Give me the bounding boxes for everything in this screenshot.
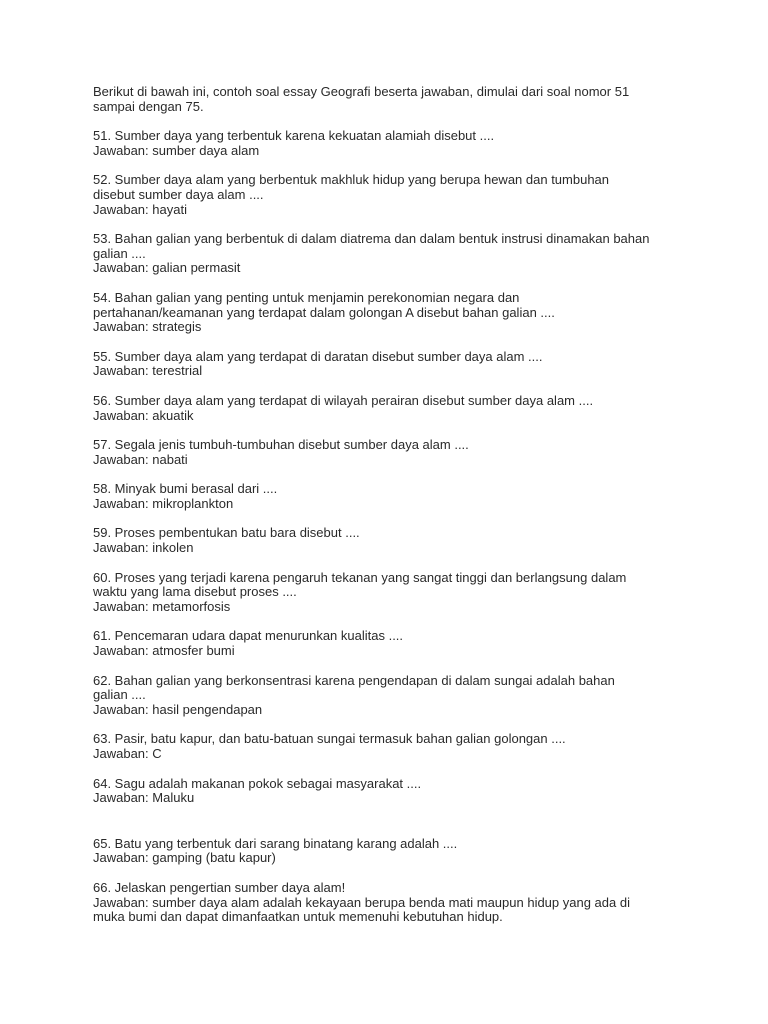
qa-item xyxy=(93,571,693,615)
qa-item xyxy=(93,674,693,718)
question-line: 62. Bahan galian yang berkonsentrasi karena pengendapan di dalam sungai adalah bahan xyxy=(93,672,615,688)
question-line: 63. Pasir, batu kapur, dan batu-batuan sungai termasuk bahan galian golongan .... xyxy=(93,731,566,747)
qa-item xyxy=(93,777,693,806)
qa-item xyxy=(93,526,693,555)
question-line: 54. Bahan galian yang penting untuk menjamin perekonomian negara dan xyxy=(93,289,520,305)
question-line: 51. Sumber daya yang terbentuk karena kekuatan alamiah disebut .... xyxy=(93,128,495,144)
qa-item xyxy=(93,629,693,658)
qa-item xyxy=(93,732,693,761)
answer-line: Jawaban: atmosfer bumi xyxy=(93,643,235,659)
answer-line: Jawaban: galian permasit xyxy=(93,260,241,276)
answer-line: Jawaban: C xyxy=(93,746,162,761)
qa-item xyxy=(93,129,693,158)
document-page xyxy=(93,85,693,940)
question-line: galian .... xyxy=(93,245,146,261)
question-line: 55. Sumber daya alam yang terdapat di daratan disebut sumber daya alam .... xyxy=(93,348,543,364)
intro-paragraph xyxy=(93,85,693,114)
qa-item xyxy=(93,438,693,467)
question-line: 61. Pencemaran udara dapat menurunkan kualitas .... xyxy=(93,628,404,644)
question-line: 59. Proses pembentukan batu bara disebut .... xyxy=(93,525,360,541)
answer-line: Jawaban: nabati xyxy=(93,451,188,467)
qa-item xyxy=(93,232,693,276)
question-line: pertahanan/keamanan yang terdapat dalam golongan A disebut bahan galian .... xyxy=(93,304,555,320)
question-line: 53. Bahan galian yang berbentuk di dalam diatrema dan dalam bentuk instrusi dinamakan bahan xyxy=(93,231,650,247)
qa-item xyxy=(93,837,693,866)
answer-line: Jawaban: gamping (batu kapur) xyxy=(93,850,276,866)
question-line: 66. Jelaskan pengertian sumber daya alam! xyxy=(93,879,346,895)
answer-line: Jawaban: hayati xyxy=(93,201,187,217)
qa-list xyxy=(93,129,693,925)
qa-item xyxy=(93,291,693,335)
answer-line: Jawaban: sumber daya alam xyxy=(93,142,260,158)
question-line: waktu yang lama disebut proses .... xyxy=(93,584,297,600)
intro-line: Berikut di bawah ini, contoh soal essay Geografi beserta jawaban, dimulai dari soal nomor 51 xyxy=(93,84,630,99)
answer-line: muka bumi dan dapat dimanfaatkan untuk memenuhi kebutuhan hidup. xyxy=(93,909,503,925)
answer-line: Jawaban: sumber daya alam adalah kekayaan berupa benda mati maupun hidup yang ada di xyxy=(93,894,630,910)
answer-line: Jawaban: terestrial xyxy=(93,363,203,379)
question-line: 64. Sagu adalah makanan pokok sebagai masyarakat .... xyxy=(93,775,422,791)
question-line: 56. Sumber daya alam yang terdapat di wilayah perairan disebut sumber daya alam .... xyxy=(93,392,594,408)
qa-item xyxy=(93,482,693,511)
question-line: 65. Batu yang terbentuk dari sarang binatang karang adalah .... xyxy=(93,835,458,851)
qa-item xyxy=(93,394,693,423)
answer-line: Jawaban: Maluku xyxy=(93,790,195,806)
question-line: 58. Minyak bumi berasal dari .... xyxy=(93,481,278,497)
answer-line: Jawaban: metamorfosis xyxy=(93,598,231,614)
qa-item xyxy=(93,350,693,379)
question-line: 60. Proses yang terjadi karena pengaruh tekanan yang sangat tinggi dan berlangsung dalam xyxy=(93,569,627,585)
answer-line: Jawaban: inkolen xyxy=(93,540,194,556)
question-line: 52. Sumber daya alam yang berbentuk makhluk hidup yang berupa hewan dan tumbuhan xyxy=(93,172,610,188)
answer-line: Jawaban: mikroplankton xyxy=(93,495,234,511)
qa-item xyxy=(93,881,693,925)
qa-item xyxy=(93,173,693,217)
question-line: disebut sumber daya alam .... xyxy=(93,186,264,202)
answer-line: Jawaban: strategis xyxy=(93,319,202,335)
question-line: 57. Segala jenis tumbuh-tumbuhan disebut sumber daya alam .... xyxy=(93,437,469,453)
question-line: galian .... xyxy=(93,687,146,703)
intro-line: sampai dengan 75. xyxy=(93,98,204,114)
answer-line: Jawaban: hasil pengendapan xyxy=(93,701,263,717)
answer-line: Jawaban: akuatik xyxy=(93,407,194,423)
